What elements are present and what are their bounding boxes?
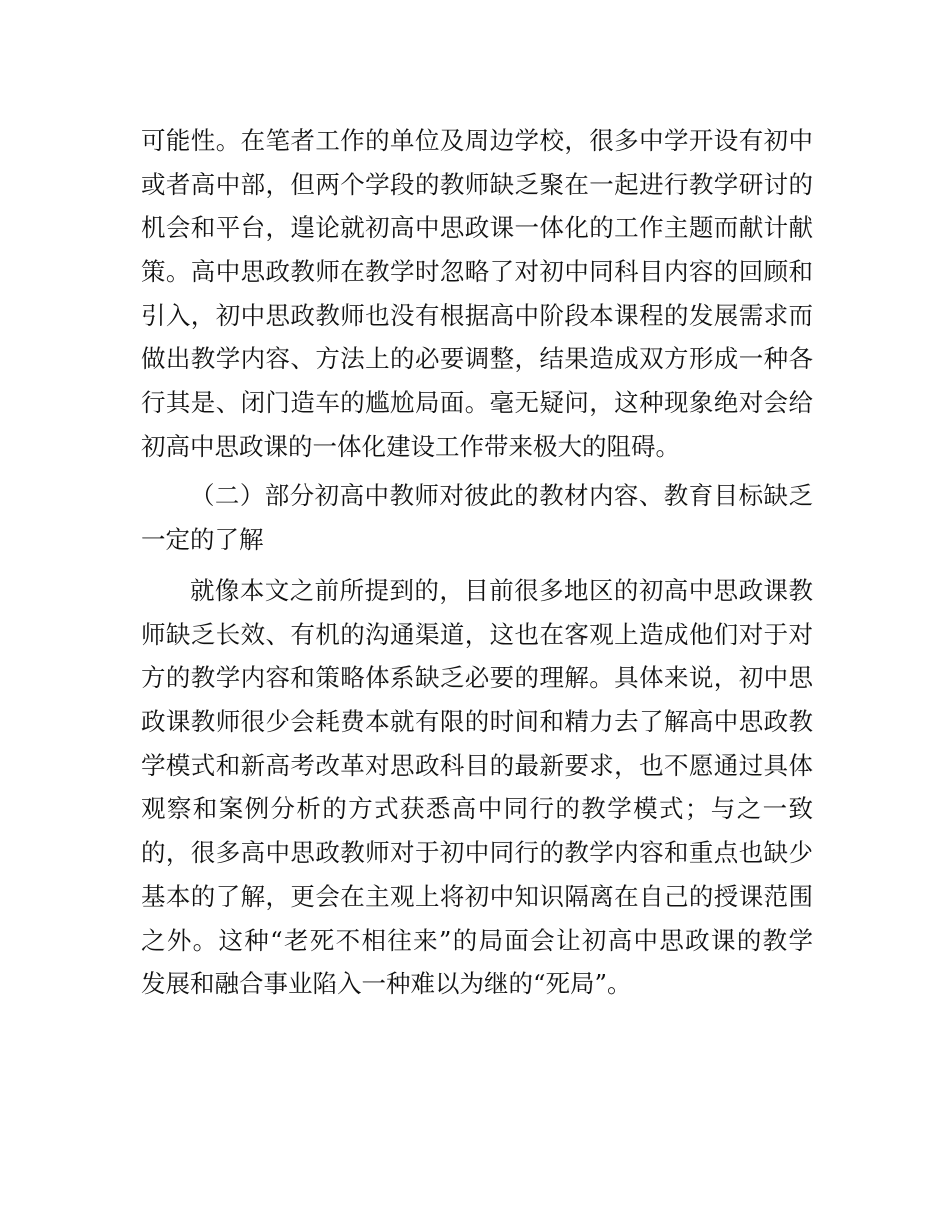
paragraph-2-line: 政课教师很少会耗费本就有限的时间和精力去了解高中思政教 — [141, 707, 813, 737]
paragraph-1-line: 或者高中部，但两个学段的教师缺乏聚在一起进行教学研讨的 — [141, 169, 813, 199]
paragraph-2 — [141, 569, 813, 1006]
paragraph-1-line: 初高中思政课的一体化建设工作带来极大的阻碍。 — [141, 431, 680, 461]
paragraph-1-line: 机会和平台，遑论就初高中思政课一体化的工作主题而献计献 — [141, 213, 813, 243]
section-heading-2 — [141, 474, 813, 561]
paragraph-2-line: 师缺乏长效、有机的沟通渠道，这也在客观上造成他们对于对 — [141, 619, 813, 649]
paragraph-2-line: 就像本文之前所提到的，目前很多地区的初高中思政课教 — [190, 576, 813, 605]
paragraph-1-line: 策。高中思政教师在教学时忽略了对初中同科目内容的回顾和 — [141, 257, 813, 287]
paragraph-2-line: 的，很多高中思政教师对于初中同行的教学内容和重点也缺少 — [141, 838, 813, 868]
paragraph-2-line: 基本的了解，更会在主观上将初中知识隔离在自己的授课范围 — [141, 881, 813, 911]
paragraph-1-line: 做出教学内容、方法上的必要调整，结果造成双方形成一种各 — [141, 344, 813, 374]
paragraph-1 — [141, 119, 813, 469]
section-heading-line: 一定的了解 — [141, 524, 264, 554]
paragraph-1-line: 可能性。在笔者工作的单位及周边学校，很多中学开设有初中 — [141, 126, 813, 155]
paragraph-2-line: 方的教学内容和策略体系缺乏必要的理解。具体来说，初中思 — [141, 663, 813, 693]
paragraph-2-line: 学模式和新高考改革对思政科目的最新要求，也不愿通过具体 — [141, 750, 813, 780]
paragraph-2-line: 发展和融合事业陷入一种难以为继的“死局”。 — [141, 969, 632, 999]
paragraph-2-line: 观察和案例分析的方式获悉高中同行的教学模式；与之一致 — [141, 794, 813, 824]
paragraph-2-line: 之外。这种“老死不相往来”的局面会让初高中思政课的教学 — [141, 925, 813, 955]
paragraph-1-line: 引入，初中思政教师也没有根据高中阶段本课程的发展需求而 — [141, 300, 813, 330]
paragraph-1-line: 行其是、闭门造车的尴尬局面。毫无疑问，这种现象绝对会给 — [141, 388, 813, 418]
section-heading-line: （二）部分初高中教师对彼此的教材内容、教育目标缺乏 — [190, 481, 813, 510]
